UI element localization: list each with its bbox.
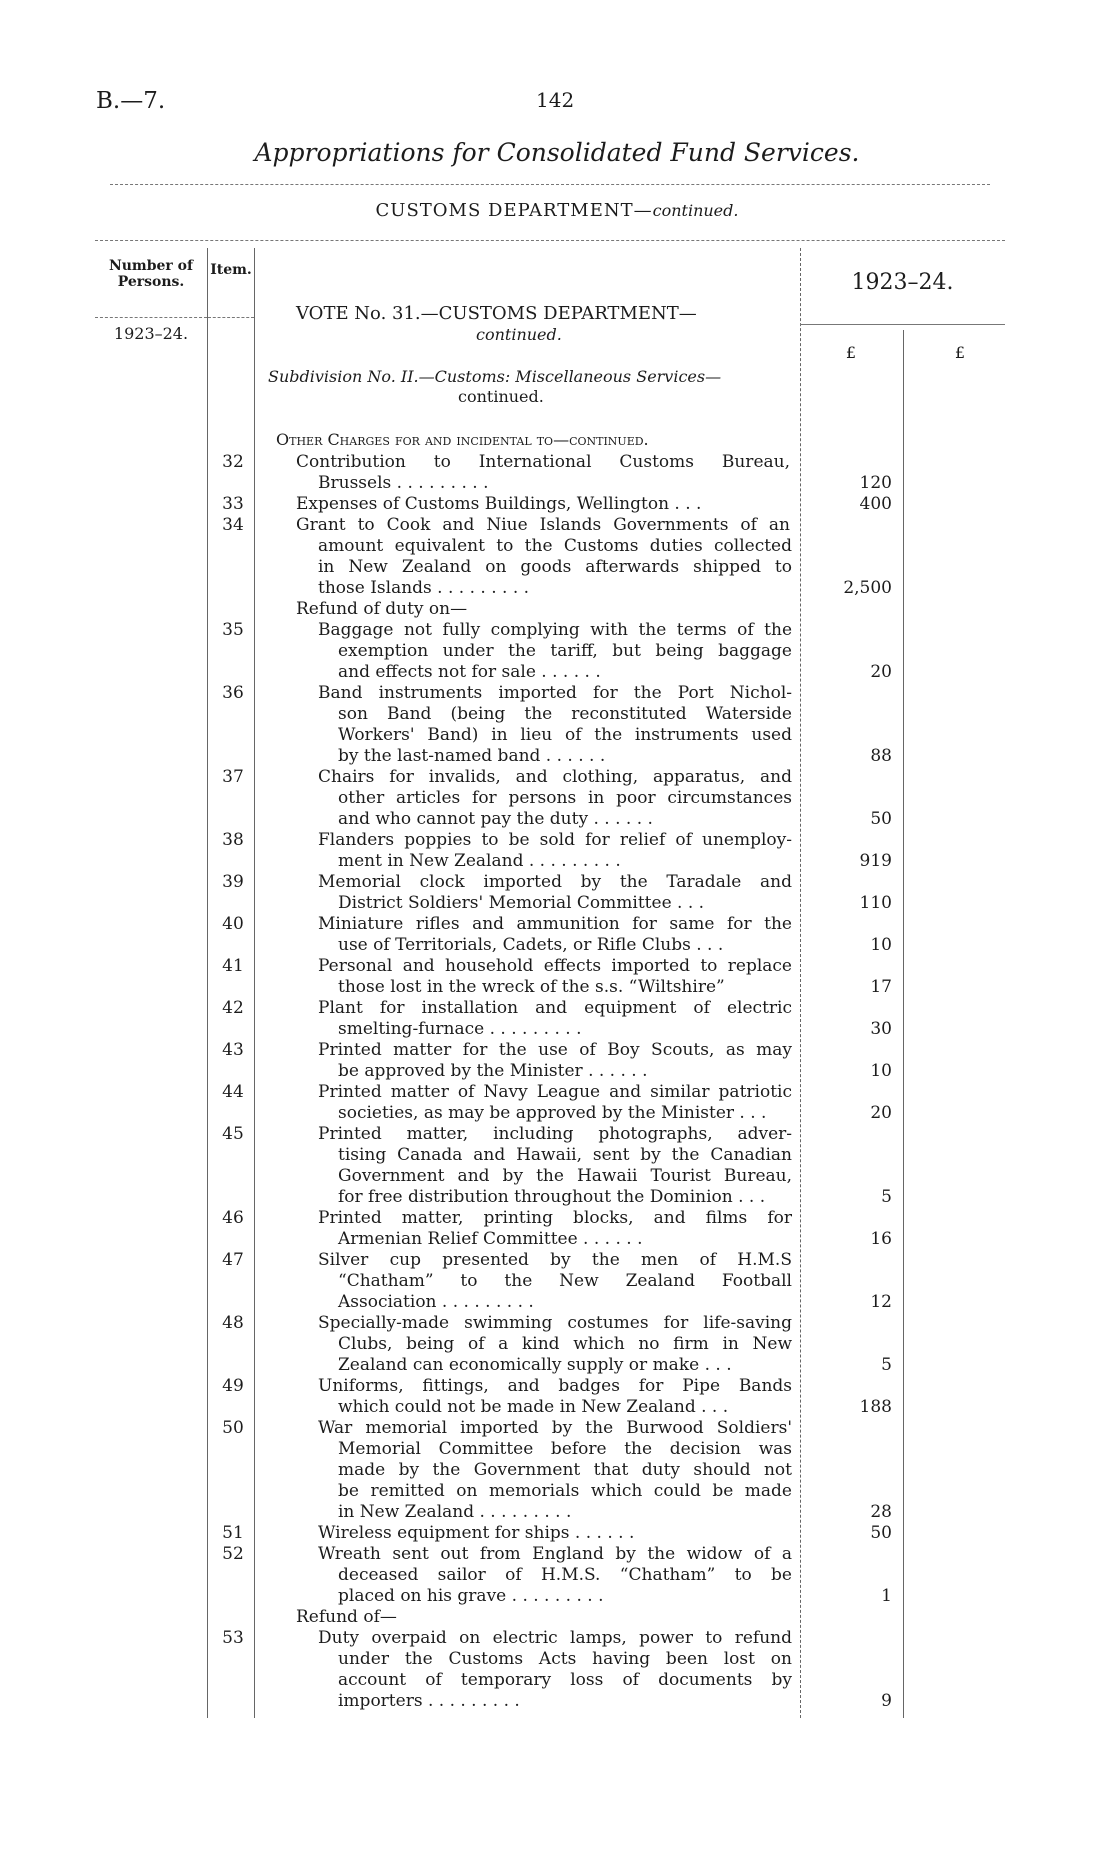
item-amount: 1 xyxy=(881,1586,892,1606)
item-line xyxy=(0,1691,1114,1712)
item-number: 39 xyxy=(222,872,244,892)
item-number: 49 xyxy=(222,1376,244,1396)
header-rule xyxy=(800,324,1005,325)
item-text: be remitted on memorials which could be made xyxy=(338,1481,792,1501)
page-title: Appropriations for Consolidated Fund Services. xyxy=(254,138,860,167)
item-text: tising Canada and Hawaii, sent by the Canadian xyxy=(338,1145,792,1165)
item-line xyxy=(0,1670,1114,1691)
item-amount: 5 xyxy=(881,1187,892,1207)
item-line xyxy=(0,557,1114,578)
item-line xyxy=(0,1460,1114,1481)
persons-year-label: 1923–24. xyxy=(113,324,189,343)
item-text: those Islands . . . . . . . . . xyxy=(318,578,530,598)
item-text: ment in New Zealand . . . . . . . . . xyxy=(338,851,621,871)
item-number: 50 xyxy=(222,1418,244,1438)
item-text: Association . . . . . . . . . xyxy=(338,1292,534,1312)
pound-sign: £ xyxy=(954,343,966,362)
item-text: son Band (being the reconstituted Waterside xyxy=(338,704,792,724)
item-number: 43 xyxy=(222,1040,244,1060)
number-of-persons-header: Number of Persons. xyxy=(108,258,194,290)
item-text: Zealand can economically supply or make . . . xyxy=(338,1355,732,1375)
item-line xyxy=(0,914,1114,935)
item-number: 32 xyxy=(222,452,244,472)
item-text: deceased sailor of H.M.S. “Chatham” to be xyxy=(338,1565,792,1585)
item-line xyxy=(0,1061,1114,1082)
item-line xyxy=(0,1103,1114,1124)
item-text: and effects not for sale . . . . . . xyxy=(338,662,601,682)
item-line xyxy=(0,788,1114,809)
item-text: use of Territorials, Cadets, or Rifle Clubs . . . xyxy=(338,935,724,955)
subdivision-title: Subdivision No. II.—Customs: Miscellaneous Services— xyxy=(268,367,722,386)
item-text: other articles for persons in poor circumstances xyxy=(338,788,792,808)
item-text: Grant to Cook and Niue Islands Governments of an xyxy=(296,515,790,535)
item-line xyxy=(0,704,1114,725)
item-line xyxy=(0,893,1114,914)
item-line xyxy=(0,1271,1114,1292)
item-line xyxy=(0,809,1114,830)
item-number: 48 xyxy=(222,1313,244,1333)
department-continued: continued. xyxy=(652,201,739,220)
item-text: Refund of— xyxy=(296,1607,397,1627)
item-text: Printed matter, including photographs, adver- xyxy=(318,1124,792,1144)
item-text: Wreath sent out from England by the widow of a xyxy=(318,1544,792,1564)
vote-title: VOTE No. 31.—CUSTOMS DEPARTMENT— xyxy=(296,303,697,324)
item-line xyxy=(0,1397,1114,1418)
item-text: Wireless equipment for ships . . . . . . xyxy=(318,1523,635,1543)
item-amount: 16 xyxy=(870,1229,892,1249)
item-line xyxy=(0,1040,1114,1061)
item-number: 45 xyxy=(222,1124,244,1144)
item-text: for free distribution throughout the Dominion . . . xyxy=(338,1187,766,1207)
item-number: 52 xyxy=(222,1544,244,1564)
item-text: by the last-named band . . . . . . xyxy=(338,746,606,766)
item-amount: 10 xyxy=(870,1061,892,1081)
item-text: Brussels . . . . . . . . . xyxy=(318,473,489,493)
item-line xyxy=(0,473,1114,494)
item-line xyxy=(0,1502,1114,1523)
table-top-rule xyxy=(95,240,1005,241)
item-amount: 2,500 xyxy=(843,578,892,598)
item-text: Armenian Relief Committee . . . . . . xyxy=(338,1229,643,1249)
item-number: 40 xyxy=(222,914,244,934)
item-amount: 10 xyxy=(870,935,892,955)
item-number: 33 xyxy=(222,494,244,514)
item-line xyxy=(0,1124,1114,1145)
item-line xyxy=(0,746,1114,767)
item-number: 53 xyxy=(222,1628,244,1648)
item-text: Specially-made swimming costumes for life-saving xyxy=(318,1313,792,1333)
vote-title-continued: continued. xyxy=(476,325,562,344)
item-amount: 188 xyxy=(859,1397,892,1417)
item-text: Workers' Band) in lieu of the instruments used xyxy=(338,725,792,745)
document-reference: B.—7. xyxy=(96,88,166,114)
item-line xyxy=(0,536,1114,557)
item-line xyxy=(0,1313,1114,1334)
item-amount: 5 xyxy=(881,1355,892,1375)
item-line xyxy=(0,1418,1114,1439)
pound-sign: £ xyxy=(845,343,857,362)
item-text: Band instruments imported for the Port Nichol- xyxy=(318,683,792,703)
item-text: Uniforms, fittings, and badges for Pipe Bands xyxy=(318,1376,792,1396)
item-text: under the Customs Acts having been lost on xyxy=(338,1649,792,1669)
item-line xyxy=(0,1250,1114,1271)
item-amount: 50 xyxy=(870,809,892,829)
item-line xyxy=(0,1166,1114,1187)
item-line xyxy=(0,683,1114,704)
item-line xyxy=(0,1481,1114,1502)
item-text: Clubs, being of a kind which no firm in New xyxy=(338,1334,792,1354)
item-amount: 9 xyxy=(881,1691,892,1711)
item-amount: 120 xyxy=(859,473,892,493)
item-line xyxy=(0,1292,1114,1313)
item-text: Chairs for invalids, and clothing, apparatus, and xyxy=(318,767,792,787)
item-text: Printed matter, printing blocks, and films for xyxy=(318,1208,792,1228)
item-amount: 28 xyxy=(870,1502,892,1522)
item-text: Silver cup presented by the men of H.M.S xyxy=(318,1250,792,1270)
item-text: Baggage not fully complying with the terms of the xyxy=(318,620,792,640)
item-header: Item. xyxy=(210,262,252,278)
item-text: Contribution to International Customs Bureau, xyxy=(296,452,790,472)
item-line xyxy=(0,1229,1114,1250)
item-amount: 88 xyxy=(870,746,892,766)
item-text: Memorial Committee before the decision was xyxy=(338,1439,792,1459)
item-line xyxy=(0,830,1114,851)
item-text: Printed matter for the use of Boy Scouts, as may xyxy=(318,1040,792,1060)
item-number: 46 xyxy=(222,1208,244,1228)
item-text: societies, as may be approved by the Minister . . . xyxy=(338,1103,767,1123)
item-text: Government and by the Hawaii Tourist Bureau, xyxy=(338,1166,792,1186)
item-text: Duty overpaid on electric lamps, power to refund xyxy=(318,1628,792,1648)
item-line xyxy=(0,872,1114,893)
item-line xyxy=(0,1334,1114,1355)
item-line xyxy=(0,494,1114,515)
item-line xyxy=(0,851,1114,872)
department-name: CUSTOMS DEPARTMENT— xyxy=(375,200,653,221)
item-amount: 919 xyxy=(859,851,892,871)
item-line xyxy=(0,578,1114,599)
header-rule xyxy=(208,317,254,318)
item-number: 35 xyxy=(222,620,244,640)
item-text: in New Zealand . . . . . . . . . xyxy=(338,1502,572,1522)
item-number: 47 xyxy=(222,1250,244,1270)
item-line xyxy=(0,1649,1114,1670)
item-number: 51 xyxy=(222,1523,244,1543)
item-text: those lost in the wreck of the s.s. “Wiltshire” xyxy=(338,977,725,997)
item-text: Plant for installation and equipment of electric xyxy=(318,998,792,1018)
other-charges-heading: Other Charges for and incidental to—continued. xyxy=(276,430,649,449)
item-text: District Soldiers' Memorial Committee . . . xyxy=(338,893,705,913)
item-line xyxy=(0,1145,1114,1166)
item-line xyxy=(0,1565,1114,1586)
item-text: placed on his grave . . . . . . . . . xyxy=(338,1586,604,1606)
item-number: 38 xyxy=(222,830,244,850)
department-heading xyxy=(0,200,1114,221)
item-text: account of temporary loss of documents by xyxy=(338,1670,792,1690)
item-amount: 17 xyxy=(870,977,892,997)
item-line xyxy=(0,1523,1114,1544)
item-text: amount equivalent to the Customs duties collected xyxy=(318,536,792,556)
item-line xyxy=(0,452,1114,473)
item-text: importers . . . . . . . . . xyxy=(338,1691,520,1711)
item-number: 42 xyxy=(222,998,244,1018)
title-rule xyxy=(110,184,990,185)
item-line xyxy=(0,935,1114,956)
item-amount: 20 xyxy=(870,1103,892,1123)
item-text: smelting-furnace . . . . . . . . . xyxy=(338,1019,582,1039)
item-amount: 50 xyxy=(870,1523,892,1543)
item-line xyxy=(0,1355,1114,1376)
header-rule xyxy=(95,317,207,318)
item-line xyxy=(0,977,1114,998)
item-line xyxy=(0,620,1114,641)
item-text: Memorial clock imported by the Taradale and xyxy=(318,872,792,892)
item-text: be approved by the Minister . . . . . . xyxy=(338,1061,648,1081)
item-amount: 20 xyxy=(870,662,892,682)
item-line xyxy=(0,1376,1114,1397)
item-text: Flanders poppies to be sold for relief of unemploy- xyxy=(318,830,792,850)
item-text: “Chatham” to the New Zealand Football xyxy=(338,1271,792,1291)
item-text: Miniature rifles and ammunition for same for the xyxy=(318,914,792,934)
item-line xyxy=(0,725,1114,746)
item-line xyxy=(0,515,1114,536)
item-text: in New Zealand on goods afterwards shipped to xyxy=(318,557,792,577)
item-line xyxy=(0,1208,1114,1229)
item-line xyxy=(0,1082,1114,1103)
item-number: 34 xyxy=(222,515,244,535)
item-line xyxy=(0,1628,1114,1649)
item-number: 37 xyxy=(222,767,244,787)
item-number: 36 xyxy=(222,683,244,703)
item-amount: 30 xyxy=(870,1019,892,1039)
item-text: Printed matter of Navy League and similar patriotic xyxy=(318,1082,792,1102)
item-line xyxy=(0,767,1114,788)
item-line xyxy=(0,1544,1114,1565)
item-text: and who cannot pay the duty . . . . . . xyxy=(338,809,653,829)
item-line xyxy=(0,1439,1114,1460)
item-number: 41 xyxy=(222,956,244,976)
item-line xyxy=(0,641,1114,662)
item-text: made by the Government that duty should not xyxy=(338,1460,792,1480)
item-amount: 12 xyxy=(870,1292,892,1312)
item-line xyxy=(0,1586,1114,1607)
item-line xyxy=(0,1187,1114,1208)
item-line xyxy=(0,956,1114,977)
item-line xyxy=(0,1019,1114,1040)
item-text: exemption under the tariff, but being baggage xyxy=(338,641,792,661)
item-line xyxy=(0,599,1114,620)
item-amount: 110 xyxy=(859,893,892,913)
item-amount: 400 xyxy=(859,494,892,514)
item-line xyxy=(0,662,1114,683)
item-text: which could not be made in New Zealand . . . xyxy=(338,1397,729,1417)
item-line xyxy=(0,1607,1114,1628)
subdivision-continued: continued. xyxy=(458,387,544,406)
page-number: 142 xyxy=(536,88,575,112)
item-line xyxy=(0,998,1114,1019)
item-text: War memorial imported by the Burwood Soldiers' xyxy=(318,1418,792,1438)
item-text: Personal and household effects imported to replace xyxy=(318,956,792,976)
year-header: 1923–24. xyxy=(851,270,954,295)
item-text: Refund of duty on— xyxy=(296,599,468,619)
item-text: Expenses of Customs Buildings, Wellington . . . xyxy=(296,494,702,514)
item-number: 44 xyxy=(222,1082,244,1102)
